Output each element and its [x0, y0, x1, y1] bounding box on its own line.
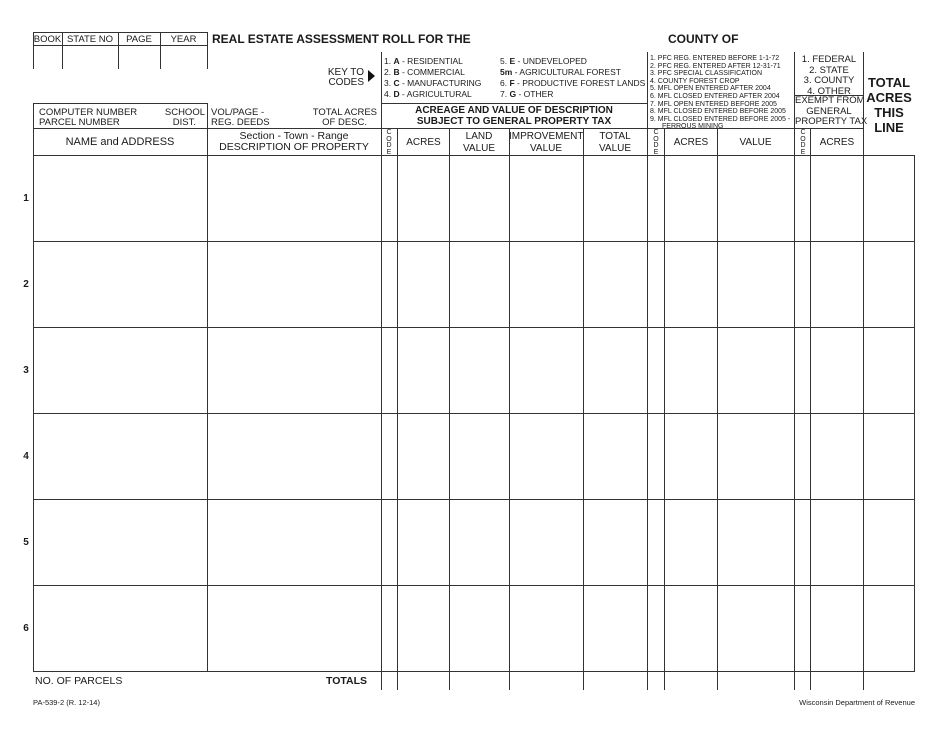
key-to-codes-label-2: CODES: [328, 77, 364, 88]
code-row-5m: [500, 67, 645, 78]
exempt-code-item: 2. STATE: [809, 64, 849, 76]
code-num: 3.: [384, 78, 392, 88]
property-class-codes-col1: [384, 56, 481, 100]
code-letter: G: [509, 89, 517, 99]
code-letter: D: [393, 89, 400, 99]
acreage-title-2: SUBJECT TO GENERAL PROPERTY TAX: [416, 116, 612, 127]
table-row[interactable]: [34, 586, 915, 671]
table-row[interactable]: [34, 414, 915, 499]
code-num: 5.: [500, 56, 508, 66]
code-letter: F: [509, 78, 515, 88]
code-letter: D: [386, 142, 392, 149]
row-number-1: 1: [23, 193, 29, 204]
forest-code-item: FERROUS MINING: [662, 123, 724, 131]
code-letter: C: [393, 78, 400, 88]
forest-value-header: VALUE: [739, 137, 772, 148]
code-num: 6.: [500, 78, 508, 88]
exempt-codes-list: [795, 55, 863, 97]
code-desc: - RESIDENTIAL: [401, 56, 463, 66]
code-letter: E: [653, 148, 659, 156]
vol-page-label: VOL/PAGE -: [211, 107, 265, 118]
forest-code-item: 3. PFC SPECIAL CLASSIFICATION: [650, 70, 763, 78]
forest-acres-header: ACRES: [673, 137, 709, 148]
row-number-5: 5: [23, 537, 29, 548]
forest-code-item: 6. MFL CLOSED ENTERED AFTER 2004: [650, 92, 780, 100]
code-letter: E: [509, 56, 516, 66]
description-header: DESCRIPTION OF PROPERTY: [219, 141, 369, 153]
exempt-title-line: PROPERTY TAX: [795, 116, 868, 127]
computer-number-label: COMPUTER NUMBER: [39, 107, 138, 118]
of-desc-label: OF DESC.: [322, 117, 367, 128]
year-field[interactable]: [161, 46, 206, 68]
header-divider: [381, 103, 647, 104]
header-divider: [33, 103, 207, 104]
code-desc: - PRODUCTIVE FOREST LANDS: [517, 78, 646, 88]
total-acres-line-word: TOTAL: [867, 75, 911, 90]
code-letter: C: [800, 129, 806, 136]
exempt-title-line: GENERAL: [806, 105, 852, 117]
code-letter: C: [386, 129, 392, 136]
code-column-header: [384, 130, 394, 156]
code-row-c: [384, 78, 481, 89]
code-letter: D: [653, 142, 659, 149]
forest-code-item: 2. PFC REG. ENTERED AFTER 12-31-71: [650, 62, 781, 70]
totals-label: TOTALS: [325, 675, 367, 687]
forest-code-item: 9. MFL CLOSED ENTERED BEFORE 2005 -: [650, 115, 791, 123]
exempt-code-column-header: [798, 130, 808, 156]
parcel-number-label: PARCEL NUMBER: [39, 117, 120, 128]
header-divider: [795, 95, 863, 96]
total-value-header: VALUE: [598, 143, 632, 154]
key-arrow-icon: [368, 70, 376, 82]
code-row-e: [500, 56, 645, 67]
table-row[interactable]: [34, 156, 915, 241]
dist-label: DIST.: [172, 117, 196, 128]
exempt-acres-header: ACRES: [819, 137, 855, 148]
land-header: LAND: [465, 131, 493, 142]
code-desc: - OTHER: [518, 89, 554, 99]
school-label: SCHOOL: [164, 107, 205, 118]
table-row[interactable]: [34, 328, 915, 413]
county-of-label: COUNTY OF: [668, 32, 739, 46]
forest-code-column-header: [651, 130, 661, 156]
forest-code-item: 4. COUNTY FOREST CROP: [650, 77, 740, 85]
table-row[interactable]: [34, 242, 915, 327]
row-number-6: 6: [23, 623, 29, 634]
total-acres-line-word: LINE: [874, 120, 904, 135]
section-town-range-header: Section - Town - Range: [239, 130, 349, 142]
code-letter: O: [386, 135, 392, 143]
code-num: 4.: [384, 89, 392, 99]
row-number-4: 4: [23, 451, 29, 462]
code-letter: C: [653, 129, 659, 136]
code-row-a: [384, 56, 481, 67]
code-letter: A: [393, 56, 400, 66]
name-address-header: NAME and ADDRESS: [65, 136, 175, 148]
total-acres-label: TOTAL ACRES: [312, 107, 377, 118]
land-value-header: VALUE: [462, 143, 496, 154]
code-letter: O: [800, 135, 806, 143]
page-field[interactable]: [119, 46, 159, 68]
forest-code-item: 8. MFL CLOSED ENTERED BEFORE 2005: [650, 108, 786, 116]
improvement-value-header: VALUE: [529, 143, 563, 154]
code-letter: B: [393, 67, 400, 77]
improvement-header: IMPROVEMENT: [509, 131, 584, 142]
acreage-title-1: ACREAGE AND VALUE OF DESCRIPTION: [415, 105, 613, 116]
year-label: YEAR: [170, 34, 197, 45]
forest-codes-list: [650, 55, 790, 131]
row-number-3: 3: [23, 365, 29, 376]
county-field[interactable]: [745, 30, 915, 46]
book-label: BOOK: [33, 34, 62, 45]
code-desc: - AGRICULTURAL: [401, 89, 472, 99]
code-letter: D: [800, 142, 806, 149]
key-to-codes-label-1: KEY TO: [327, 67, 364, 78]
page-label: PAGE: [126, 34, 152, 45]
code-row-f: [500, 78, 645, 89]
header-divider: [33, 128, 863, 129]
row-number-2: 2: [23, 279, 29, 290]
reg-deeds-label: REG. DEEDS: [211, 117, 270, 128]
code-letter: O: [653, 135, 659, 143]
forest-code-item: 1. PFC REG. ENTERED BEFORE 1-1-72: [650, 55, 780, 62]
forest-code-item: 7. MFL OPEN ENTERED BEFORE 2005: [650, 100, 777, 108]
exempt-title-line: EXEMPT FROM: [795, 95, 865, 106]
property-class-codes-col2: [500, 56, 645, 100]
total-acres-line-word: ACRES: [866, 90, 912, 105]
code-letter: 5m: [500, 67, 513, 77]
exempt-title: [795, 95, 868, 128]
form-id: PA-539-2 (R. 12-14): [33, 698, 100, 707]
code-desc: - AGRICULTURAL FOREST: [514, 67, 621, 77]
code-num: 1.: [384, 56, 392, 66]
total-acres-this-line-header: [863, 75, 915, 135]
table-row[interactable]: [34, 500, 915, 585]
agency-name: Wisconsin Department of Revenue: [799, 698, 915, 707]
code-row-g: [500, 89, 645, 100]
state-no-label: STATE NO: [66, 34, 114, 45]
total-acres-line-word: THIS: [874, 105, 904, 120]
exempt-code-item: 1. FEDERAL: [801, 54, 857, 65]
no-of-parcels-field[interactable]: [120, 672, 206, 690]
code-num: 7.: [500, 89, 508, 99]
exempt-code-item: 4. OTHER: [807, 85, 851, 97]
no-of-parcels-label: NO. OF PARCELS: [35, 675, 123, 687]
totals-row[interactable]: [398, 672, 863, 690]
divider: [207, 32, 208, 69]
code-letter: E: [800, 148, 806, 156]
total-header: TOTAL: [599, 131, 631, 142]
exempt-code-item: 3. COUNTY: [803, 75, 855, 86]
book-field[interactable]: [34, 46, 61, 68]
state-no-field[interactable]: [63, 46, 117, 68]
code-num: 2.: [384, 67, 392, 77]
code-row-b: [384, 67, 481, 78]
code-letter: E: [386, 148, 392, 156]
code-desc: - MANUFACTURING: [401, 78, 482, 88]
forest-code-item: 5. MFL OPEN ENTERED AFTER 2004: [650, 85, 771, 93]
code-desc: - COMMERCIAL: [401, 67, 465, 77]
header-box-top-border: [33, 32, 208, 33]
acres-header: ACRES: [406, 137, 441, 148]
form-title: REAL ESTATE ASSESSMENT ROLL FOR THE: [212, 32, 471, 46]
title-county-field[interactable]: [460, 30, 660, 46]
code-desc: - UNDEVELOPED: [517, 56, 587, 66]
code-row-d: [384, 89, 481, 100]
